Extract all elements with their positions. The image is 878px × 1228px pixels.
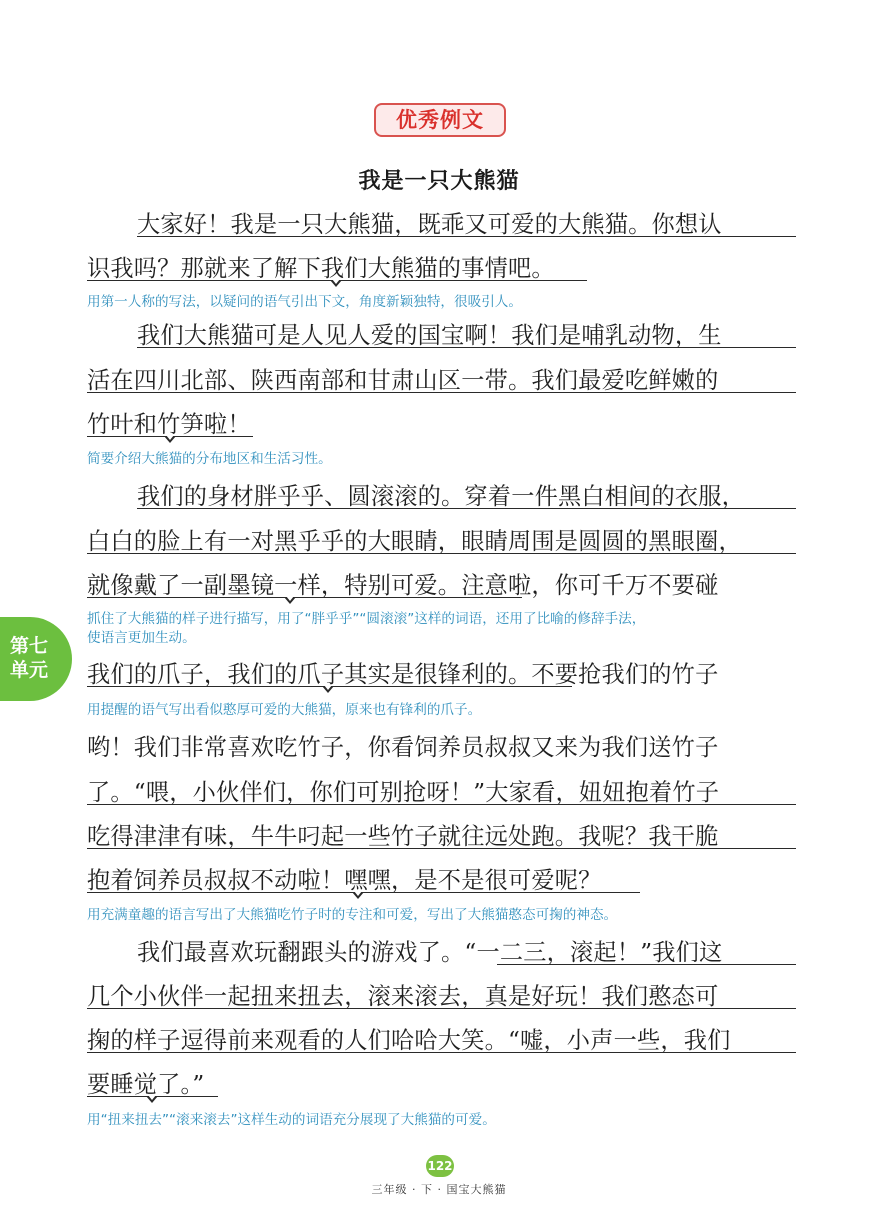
underline — [137, 508, 796, 509]
underline — [87, 597, 522, 598]
underline — [87, 553, 796, 554]
text-line: 掬的样子逗得前来观看的人们哈哈大笑。“嘘，小声一些，我们 — [87, 1027, 731, 1054]
underline — [87, 1052, 796, 1053]
unit-badge-line: 单元 — [10, 659, 49, 681]
text-line: 就像戴了一副墨镜一样，特别可爱。注意啦，你可千万不要碰 — [87, 572, 719, 599]
annotation-note: 用第一人称的写法，以疑问的语气引出下文，角度新颖独特，很吸引人。 — [87, 294, 522, 310]
note-pointer — [330, 280, 342, 287]
annotation-note: 用“扭来扭去”“滚来滚去”这样生动的词语充分展现了大熊猫的可爱。 — [87, 1112, 496, 1128]
text-line: 我们的身材胖乎乎、圆滚滚的。穿着一件黑白相间的衣服， — [137, 483, 746, 510]
text-line: 我们最喜欢玩翻跟头的游戏了。“一二三，滚起！”我们这 — [137, 939, 723, 966]
note-pointer — [284, 597, 296, 604]
note-pointer — [322, 686, 334, 693]
text-line: 要睡觉了。” — [87, 1071, 205, 1098]
note-pointer — [146, 1096, 158, 1103]
text-line: 几个小伙伴一起扭来扭去，滚来滚去，真是好玩！我们憨态可 — [87, 983, 719, 1010]
unit-badge — [0, 617, 72, 701]
underline — [87, 1008, 796, 1009]
text-line: 识我吗？那就来了解下我们大熊猫的事情吧。 — [87, 255, 555, 282]
text-line: 我们大熊猫可是人见人爱的国宝啊！我们是哺乳动物，生 — [137, 322, 722, 349]
text-line: 活在四川北部、陕西南部和甘肃山区一带。我们最爱吃鲜嫩的 — [87, 367, 719, 394]
text-line: 大家好！我是一只大熊猫，既乖又可爱的大熊猫。你想认 — [137, 211, 722, 238]
text-line: 吃得津津有味，牛牛叼起一些竹子就往远处跑。我呢？我干脆 — [87, 823, 719, 850]
annotation-note: 抓住了大熊猫的样子进行描写，用了“胖乎乎”“圆滚滚”这样的词语，还用了比喻的修辞手法， — [87, 611, 646, 627]
section-label: 优秀例文 — [374, 103, 506, 137]
book-footer: 三年级 · 下 · 国宝大熊猫 — [371, 1183, 507, 1196]
underline — [87, 392, 796, 393]
text-line: 竹叶和竹笋啦！ — [87, 411, 251, 438]
text-line: 哟！我们非常喜欢吃竹子，你看饲养员叔叔又来为我们送竹子 — [87, 734, 719, 761]
note-pointer — [164, 436, 176, 443]
essay-title: 我是一只大熊猫 — [358, 169, 520, 194]
text-line: 了。“喂，小伙伴们，你们可别抢呀！”大家看，妞妞抱着竹子 — [87, 779, 720, 806]
text-line: 抱着饲养员叔叔不动啦！嘿嘿，是不是很可爱呢？ — [87, 867, 602, 894]
note-pointer — [352, 892, 364, 899]
underline — [497, 964, 796, 965]
underline — [137, 236, 796, 237]
text-line: 白白的脸上有一对黑乎乎的大眼睛，眼睛周围是圆圆的黑眼圈， — [87, 528, 742, 555]
underline — [87, 848, 796, 849]
annotation-note: 用充满童趣的语言写出了大熊猫吃竹子时的专注和可爱，写出了大熊猫憨态可掬的神态。 — [87, 907, 618, 923]
annotation-note: 使语言更加生动。 — [87, 630, 196, 646]
annotation-note: 用提醒的语气写出看似憨厚可爱的大熊猫，原来也有锋利的爪子。 — [87, 702, 482, 718]
underline — [87, 804, 796, 805]
annotation-note: 简要介绍大熊猫的分布地区和生活习性。 — [87, 451, 332, 467]
underline — [137, 347, 796, 348]
page-number: 122 — [426, 1155, 454, 1177]
text-line: 我们的爪子，我们的爪子其实是很锋利的。不要抢我们的竹子 — [87, 661, 719, 688]
unit-badge-line: 第七 — [10, 635, 49, 657]
